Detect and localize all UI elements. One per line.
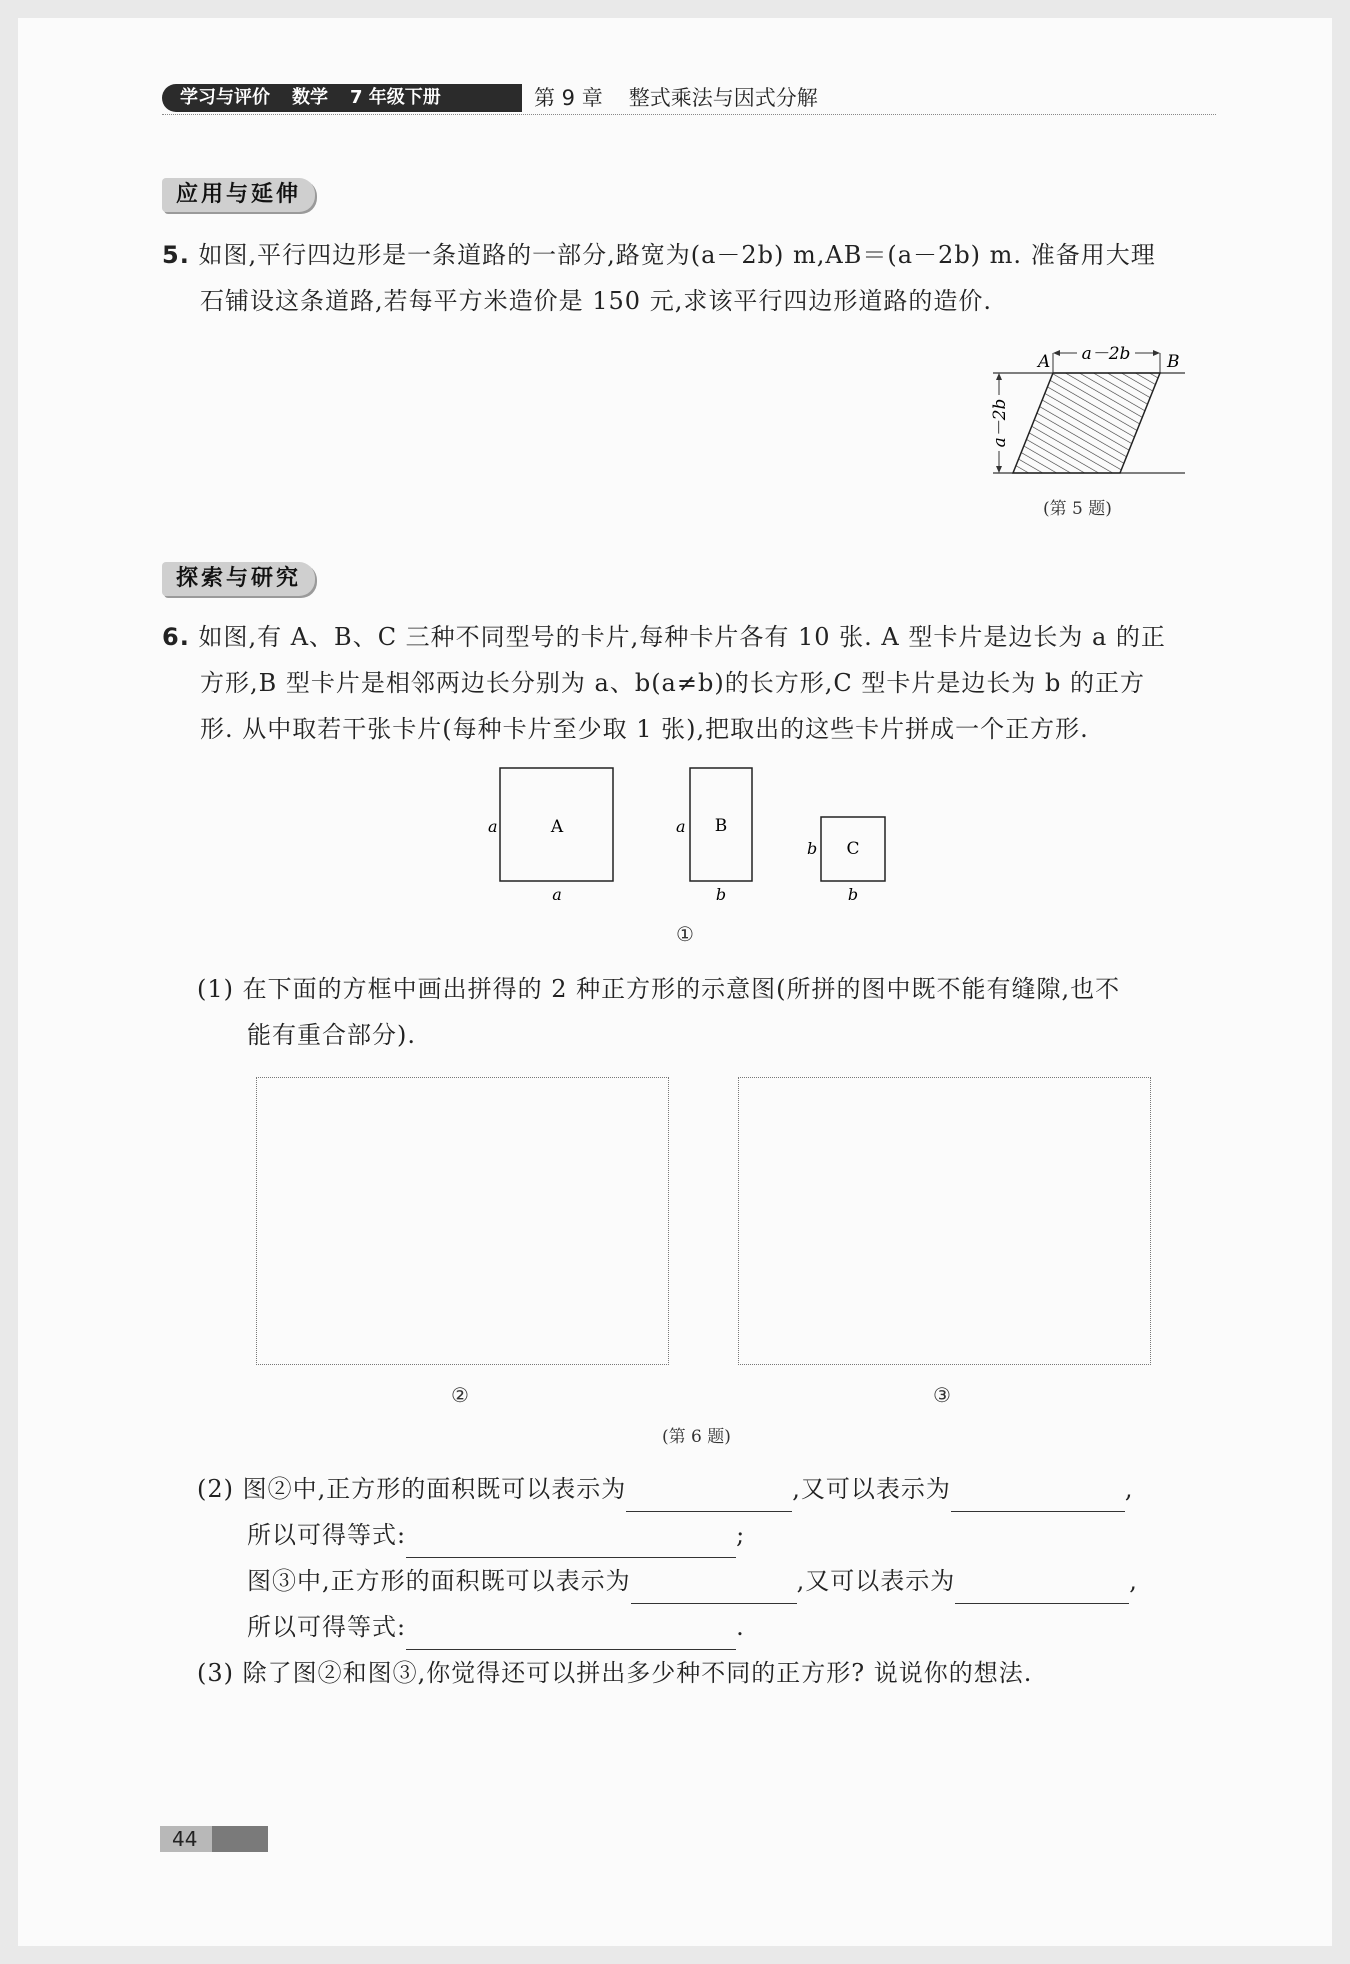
point-b-label: B (1167, 352, 1180, 372)
part-2-text: . (736, 1613, 745, 1641)
card-a-bottom-label: a (552, 885, 562, 904)
figure-5-caption: (第 5 题) (1043, 499, 1112, 519)
question-number: 5. (162, 241, 190, 269)
point-a-label: A (1038, 352, 1051, 372)
card-a-name: A (550, 817, 564, 837)
card-a-left-label: a (488, 817, 498, 836)
card-c-name: C (846, 839, 860, 859)
card-b-name: B (714, 816, 728, 836)
chapter-number: 第 9 章 (534, 86, 603, 110)
answer-blank[interactable] (631, 1573, 797, 1604)
figure-1-label: ① (676, 922, 694, 946)
part-2-text: (2) 图②中,正方形的面积既可以表示为 (197, 1475, 627, 1503)
card-b-left-label: a (676, 817, 686, 836)
page-header (162, 84, 1216, 115)
chapter-heading (534, 84, 818, 112)
part-2-text: , (1124, 1475, 1134, 1503)
question-text-line: 形. 从中取若干张卡片(每种卡片至少取 1 张),把取出的这些卡片拼成一个正方形. (200, 715, 1089, 743)
question-text-line: 石铺设这条道路,若每平方米造价是 150 元,求该平行四边形道路的造价. (200, 287, 992, 315)
side-dimension-label: a－2b (990, 398, 1010, 448)
card-c-left-label: b (807, 839, 818, 858)
question-text-line: 如图,平行四边形是一条道路的一部分,路宽为(a－2b) m,AB＝(a－2b) m. 准备用大理 (198, 241, 1156, 269)
question-number: 6. (162, 623, 190, 651)
question-6 (162, 614, 1166, 752)
question-text-line: 能有重合部分). (247, 1021, 416, 1049)
question-text-line: 如图,有 A、B、C 三种不同型号的卡片,每种卡片各有 10 张. A 型卡片是边长为 a 的正 (198, 623, 1166, 651)
section-title-apply: 应用与延伸 (162, 178, 315, 212)
book-grade: 7 年级下册 (350, 87, 441, 108)
book-name: 学习与评价 (180, 87, 270, 108)
parallelogram-figure (985, 335, 1195, 485)
question-6-part-2 (197, 1466, 1138, 1650)
part-2-text: ,又可以表示为 (792, 1475, 951, 1503)
part-2-text: 所以可得等式: (247, 1613, 407, 1641)
answer-blank[interactable] (951, 1481, 1125, 1512)
part-2-text: ; (736, 1521, 746, 1549)
book-title-bar (162, 84, 522, 112)
parallelogram-shape (1013, 373, 1160, 473)
book-subject: 数学 (292, 87, 328, 108)
question-6-part-3 (197, 1650, 1032, 1696)
part-2-text: 所以可得等式: (247, 1521, 407, 1549)
answer-blank[interactable] (626, 1481, 792, 1512)
card-b-bottom-label: b (715, 885, 727, 904)
question-6-part-1 (197, 966, 1120, 1058)
drawing-box-2[interactable] (256, 1077, 669, 1365)
part-2-text: 图③中,正方形的面积既可以表示为 (247, 1567, 631, 1595)
question-text-line: (3) 除了图②和图③,你觉得还可以拼出多少种不同的正方形? 说说你的想法. (197, 1659, 1033, 1687)
figure-6-caption: (第 6 题) (662, 1427, 731, 1447)
drawing-box-3[interactable] (738, 1077, 1151, 1365)
question-text-line: 方形,B 型卡片是相邻两边长分别为 a、b(a≠b)的长方形,C 型卡片是边长为 b 的正方 (200, 669, 1145, 697)
part-2-text: ,又可以表示为 (796, 1567, 956, 1595)
figure-3-label: ③ (933, 1383, 951, 1407)
cards-figure (470, 760, 900, 910)
answer-blank[interactable] (955, 1573, 1129, 1604)
card-c-bottom-label: b (847, 885, 859, 904)
top-dimension-label: a－2b (1081, 344, 1131, 364)
question-5 (162, 232, 1156, 324)
section-title-explore: 探索与研究 (162, 562, 315, 596)
question-text-line: (1) 在下面的方框中画出拼得的 2 种正方形的示意图(所拼的图中既不能有缝隙,也不 (197, 975, 1121, 1003)
chapter-title: 整式乘法与因式分解 (628, 86, 818, 110)
figure-2-label: ② (451, 1383, 469, 1407)
part-2-text: , (1129, 1567, 1138, 1595)
answer-blank[interactable] (406, 1527, 736, 1558)
page-number: 44 (160, 1826, 268, 1852)
answer-blank[interactable] (406, 1619, 736, 1650)
